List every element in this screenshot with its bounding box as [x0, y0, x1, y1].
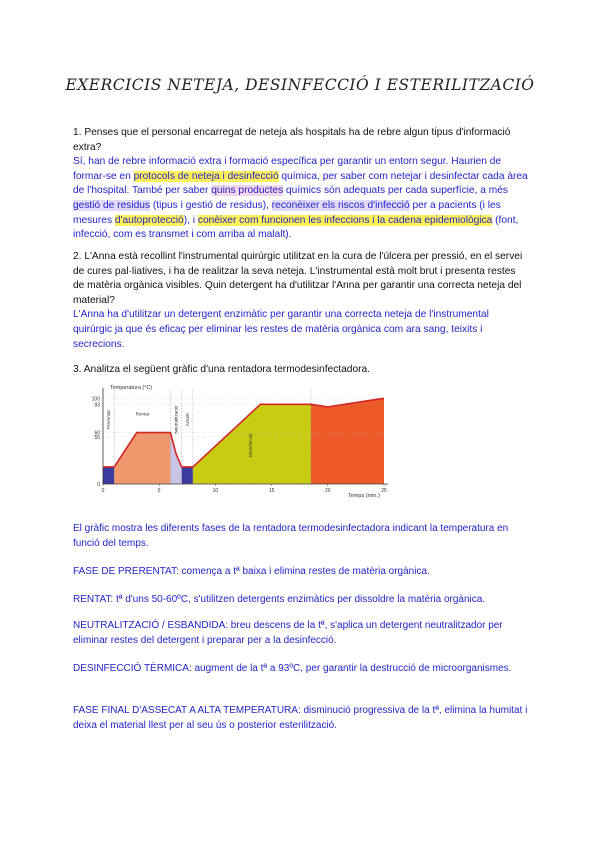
analysis-rentat: RENTAT: tª d'uns 50-60ºC, s'utilitzen detergents enzimàtics per dissoldre la matèria orgànica.	[73, 594, 486, 605]
question-2: 2. L'Anna està recollint l'instrumental quirúrgic utilitzat en la cura de l'úlcera per pressió, en el servei de cures pal·liatives, i ha de realitzar la seva neteja. L'instrumental està molt brut i presenta restes de matèria orgànica visibles. Quin detergent ha d'utilitzar l'Anna per garantir una correcta neteja del material?	[73, 251, 523, 306]
y-tick-label: 0	[97, 482, 100, 488]
analysis-neutralitzacio: NEUTRALITZACIÓ / ESBANDIDA: breu descens de la tª, s'aplica un detergent neutralitzador per eliminar restes del detergent i preparar per a la desinfecció.	[73, 620, 503, 647]
phase-area-4	[182, 467, 193, 484]
chart-y-label: Temperatura (°C)	[110, 385, 153, 391]
analysis-prerentat: FASE DE PRERENTAT: comença a tª baixa i elimina restes de matèria orgànica.	[73, 566, 430, 577]
y-tick-label: 100	[91, 396, 100, 403]
chart-x-label: Temps (min.)	[348, 493, 380, 499]
question-1: 1. Penses que el personal encarregat de neteja als hospitals ha de rebre algun tipus d'informació extra?	[73, 127, 511, 153]
phase-label: Aclarit	[184, 413, 190, 427]
phase-label: Neutralització	[173, 405, 179, 434]
analysis-intro: El gràfic mostra les diferents fases de la rentadora termodesinfectadora indicant la temperatura en funció del temps.	[73, 523, 509, 550]
question-2-block	[73, 250, 528, 352]
page-title: EXERCICIS NETEJA, DESINFECCIÓ I ESTERILITZACIÓ	[65, 76, 535, 94]
question-1-block	[73, 126, 528, 243]
thermodisinfector-chart	[76, 380, 402, 504]
highlight-products: quins productes	[211, 185, 284, 197]
analysis-desinfeccio: DESINFECCIÓ TÈRMICA: augment de la tª a 93ºC, per garantir la destrucció de microorganismes.	[73, 663, 512, 674]
phase-label: Prerentat	[106, 410, 112, 430]
question-3: 3. Analitza el següent gràfic d'una rentadora termodesinfectadora.	[73, 364, 371, 375]
answer-1: Sí, han de rebre informació extra i formació específica per garantir un entorn segur. Haurien de formar-se en protocols de neteja i desinfecció química, per saber com netejar i desinfectar cada àrea de l'hospital. També per saber quins productes químics són adequats per cada superfície, a més gestió de residus (tipus i gestió de residus), reconèixer els riscos d'infecció per a pacients (i les mesures d'autoprotecció), i conèixer com funcionen les infeccions i la cadena epidemiològica (font, infecció, com es transmet i com arriba al malalt).	[73, 156, 528, 241]
phase-area-1	[103, 467, 114, 484]
phase-area-6	[311, 398, 384, 484]
question-3-block	[73, 363, 528, 378]
x-tick-label: 20	[325, 488, 331, 494]
highlight-self-protection: d'autoprotecció	[114, 214, 184, 226]
x-tick-label: 25	[381, 488, 387, 494]
x-tick-label: 5	[157, 488, 161, 494]
highlight-protocols: protocols de neteja i desinfecció	[133, 170, 279, 182]
x-tick-label: 0	[101, 488, 105, 494]
y-tick-label: 55	[94, 434, 100, 441]
highlight-infection-chain: conèixer com funcionen les infeccions i la cadena epidemiològica	[197, 214, 493, 226]
analysis-assecat: FASE FINAL D'ASSECAT A ALTA TEMPERATURA: disminució progressiva de la tª, elimina la humitat i deixa el material llest per al seu ús o posterior esterilització.	[73, 705, 528, 732]
x-tick-label: 10	[212, 488, 219, 494]
y-tick-label: 93	[94, 402, 100, 409]
highlight-waste: gestió de residus	[73, 199, 151, 211]
phase-label: Rentat	[135, 411, 150, 417]
y-tick-label: 60	[94, 430, 100, 437]
phase-area-2	[114, 433, 170, 484]
highlight-risks: reconèixer els riscos d'infecció	[271, 199, 410, 211]
x-tick-label: 15	[268, 488, 275, 494]
answer-2: L'Anna ha d'utilitzar un detergent enzimàtic per garantir una correcta neteja de l'instrumental quirúrgic ja que és eficaç per eliminar les restes de matèria orgànica com ara sang, teixits i secrecions.	[73, 309, 489, 350]
phase-label: Desinfecció	[247, 433, 253, 458]
